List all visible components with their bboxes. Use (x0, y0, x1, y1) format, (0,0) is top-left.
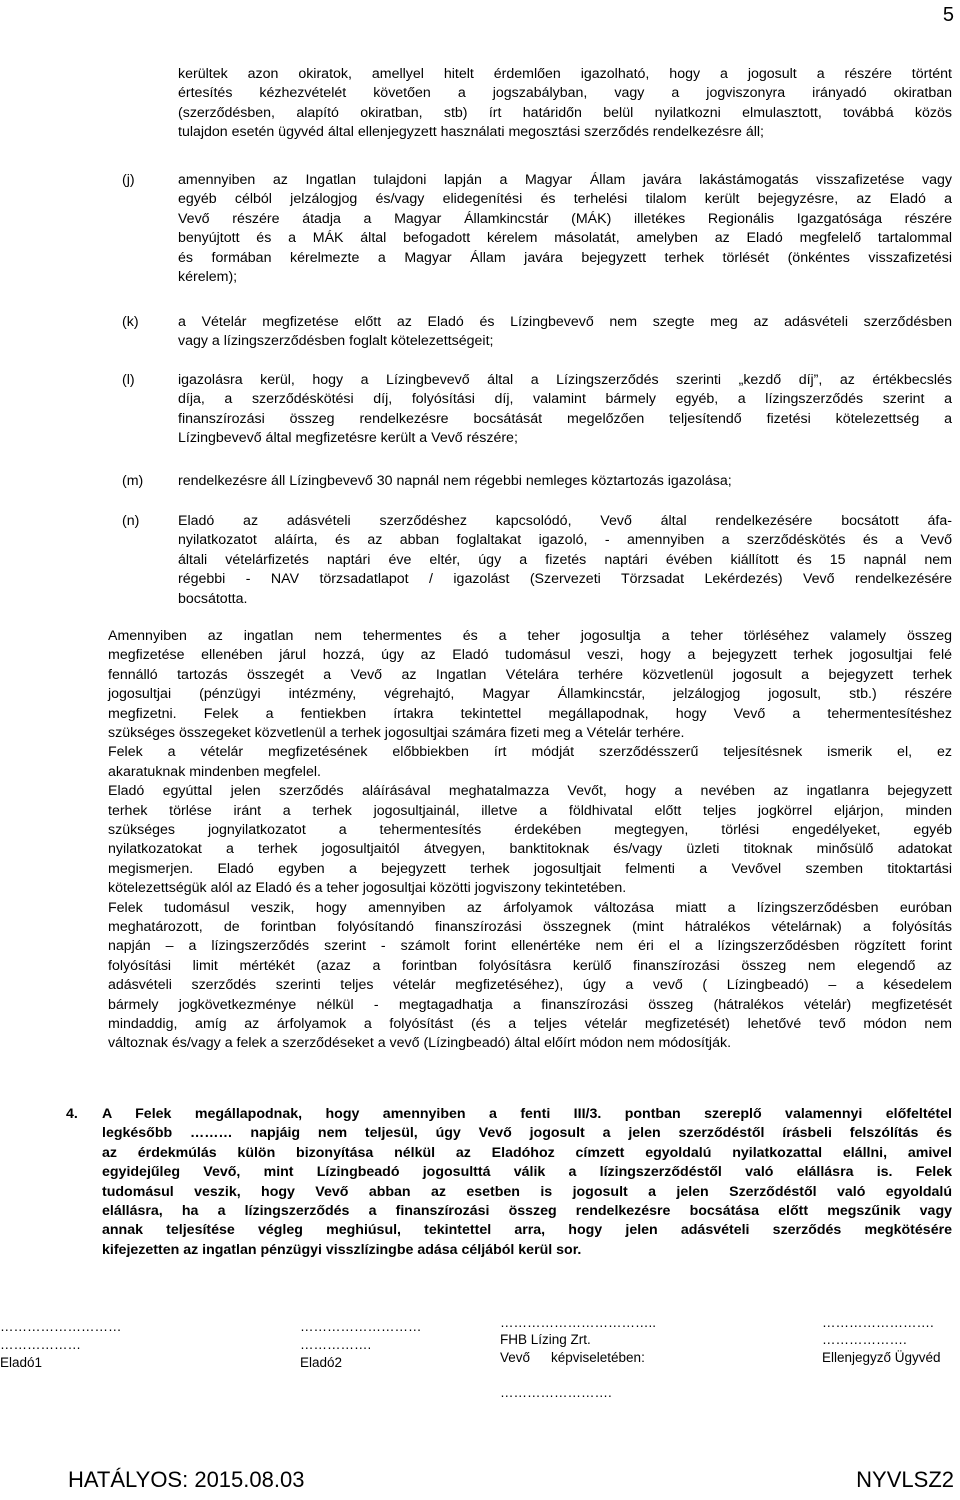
list-item-line: bocsátotta. (178, 590, 248, 607)
list-item-label: (m) (122, 473, 144, 489)
seller2-signature-line: ……………………… (300, 1319, 422, 1334)
paragraph-line: mindaddig, amíg az árfolyamok a folyósítást (és a teljes vételár megfizetését) lehetővé tevő módon nem (108, 1016, 952, 1032)
paragraph-line: szükséges jognyilatkozatot a tehermentesítés érdekében megtegyen, törlési engedélyeket, egyéb (108, 822, 952, 838)
paragraph-line: bármely jogkövetkezménye nélkül - megtagadhatja a finanszírozási összeg (hátralékos vételár) megfizetését (108, 996, 952, 1013)
list-item-line: Vevő részére átadja a Magyar Államkincstár (MÁK) illetékes Regionális Igazgatósága részére (178, 210, 952, 227)
list-item-line: nyilatkozatot aláírta, és az abban foglaltakat igazoló, - amennyiben a szerződéskötés és a Vevő (178, 532, 952, 549)
list-item-label: (l) (122, 372, 135, 388)
paragraph-line: szükséges összegeket közvetlenül a terhek jogosultjai számára fizeti meg a Vételár terhére. (108, 725, 685, 741)
list-item-line: díja, a szerződéskötési díj, folyósítási díj, valamint bármely egyéb, a lízingszerződés szerint a (178, 391, 952, 408)
paragraph-line: Amennyiben az ingatlan nem tehermentes és a teher jogosultja a teher törléséhez valamely összeg (108, 628, 952, 644)
list-item-line: régebbi - NAV törzsadatlapot / igazolást (Szervezeti Törzsadat Lekérdezés) Vevő rendelkezésére (178, 571, 952, 588)
lawyer-signature-line: ……………………. (822, 1315, 934, 1330)
paragraph-line: akaratuknak mindenben megfelel. (108, 763, 321, 780)
list-item-line: általi vételárfizetés naptári éve eltér, úgy a fizetés naptári évében kiállított és 15 napnál nem (178, 551, 952, 568)
lawyer-label: Ellenjegyző Ügyvéd (822, 1350, 941, 1365)
list-item-line: egyéb célból jelzálogjog és/vagy elidegenítési és terhelési tilalom került bejegyzésre, az Eladó a (178, 191, 952, 208)
buyer-company: FHB Lízing Zrt. (500, 1332, 591, 1347)
lawyer-signature-line-2: ………………. (822, 1332, 907, 1347)
paragraph-line: folyósítási limit mértékét (azaz a forintban folyósításra kerülő finanszírozási összeg nem elegendő az (108, 957, 952, 974)
buyer-signature-line: …………………………….. (500, 1315, 657, 1330)
list-item-line: Lízingbevevő által megfizetésre került a Vevő részére; (178, 430, 518, 447)
paragraph-line: megfizetése ellenében járul hozzá, úgy az Eladó tudomásul veszi, hogy a bejegyzett terhek jogosultjai felé (108, 647, 952, 664)
paragraph-line: nyilatkozatokat a terhek jogosultjaitól átvegyen, banktitoknak és/vagy üzleti titoknak minősülő adatokat (108, 841, 952, 858)
section-line: kifejezetten az ingatlan pénzügyi visszlízingbe adása céljából kerül sor. (102, 1241, 582, 1258)
list-item-line: finanszírozási összeg rendelkezésre bocsátását megelőzően teljesítendő fizetési kötelezettség a (178, 410, 952, 427)
list-item-line: amennyiben az Ingatlan tulajdoni lapján a Magyar Állam javára lakástámogatás visszafizetése vagy (178, 172, 952, 188)
section-line: elállásra, ha a lízingszerződés a finanszírozási összeg rendelkezésre bocsátása előtt megszűnik vagy (102, 1203, 952, 1219)
list-item-line: benyújtott és a MÁK által befogadott kérelem másolatát, amelyben az Eladó megfelelő tartalommal (178, 230, 952, 247)
section-number: 4. (66, 1106, 78, 1122)
section-line: egyidejűleg Vevő, mint Lízingbeadó jogosulttá válik a lízingszerződéstől való elállásra is. Felek (102, 1164, 952, 1181)
paragraph-line: Felek a vételár megfizetésének előbbiekben írt módját szerződésszerű teljesítésnek ismerik el, ez (108, 744, 952, 761)
paragraph-line: kerültek azon okiratok, amellyel hitelt érdemlően igazolható, hogy a jogosult a részére történt (178, 66, 952, 82)
paragraph-line: meghatározott, de forintban folyósítandó finanszírozási összegnek (mint hátralékos vételárnak) a folyósítás (108, 919, 952, 935)
paragraph-line: adásvételi szerződés szerinti teljes vételár megfizetéséhez), úgy a vevő ( Lízingbeadó) – a késedelem (108, 977, 952, 994)
paragraph-line: értesítés kézhezvételét követően a jogszabályban, vagy a jogviszonyra irányadó okiratban (178, 85, 952, 102)
paragraph-line: Felek tudomásul veszik, hogy amennyiben az árfolyamok változása miatt a lízingszerződésben euróban (108, 899, 952, 916)
paragraph-line: Eladó egyúttal jelen szerződés aláírásával meghatalmazza Vevőt, hogy a nevében az ingatlanra bejegyzett (108, 783, 952, 800)
page-number: 5 (942, 4, 954, 26)
list-item-line: rendelkezésre áll Lízingbevevő 30 napnál nem régebbi nemleges köztartozás igazolása; (178, 473, 732, 489)
buyer-label: Vevő (500, 1350, 531, 1365)
list-item-line: kérelem); (178, 269, 238, 285)
seller2-label: Eladó2 (300, 1355, 343, 1370)
list-item-line: vagy a lízingszerződésben foglalt kötelezettségeit; (178, 333, 494, 350)
section-line: legkésőbb ……… napjáig nem teljesül, úgy Vevő jogosult a jelen szerződéstől írásbeli felszólítás és (102, 1125, 952, 1142)
list-item-label: (n) (122, 513, 140, 529)
list-item-line: és formában kérelmezte a Magyar Állam javára bejegyzett terhek törlését (önkéntes visszafizetési (178, 249, 952, 266)
section-line: annak teljesítése végleg meghiúsul, tekintettel arra, hogy jelen adásvételi szerződés megkötésére (102, 1222, 952, 1239)
section-line: A Felek megállapodnak, hogy amennyiben a fenti III/3. pontban szereplő valamennyi előfeltétel (102, 1106, 952, 1122)
seller1-signature-line-2: ……………… (0, 1337, 81, 1352)
paragraph-line: terhek törlése iránt a terhek jogosultjainál, illetve a földhivatal előtt teljes jogkörrel eljárjon, minden (108, 802, 952, 819)
list-item-line: a Vételár megfizetése előtt az Eladó és Lízingbevevő nem szegte meg az adásvételi szerződésben (178, 314, 952, 330)
paragraph-line: megfizetni. Felek a fentiekben írtakra tekintettel megállapodnak, hogy Vevő a tehermentesítéshez (108, 705, 952, 722)
buyer-representative-label: képviseletében: (551, 1350, 645, 1365)
paragraph-line: megismerjen. Eladó egyben a bejegyzett terhek jogosultjait felmenti a Vevővel szemben titoktartási (108, 860, 952, 877)
buyer-signature-line-2: ……………………. (500, 1385, 612, 1400)
paragraph-line: jogosultjai (pénzügyi intézmény, végrehajtó, Magyar Államkincstár, jelzálogjog jogosult, stb.) részére (108, 686, 952, 703)
footer-effective-date: HATÁLYOS: 2015.08.03 (68, 1467, 305, 1492)
seller2-signature-line-2: ……………. (300, 1337, 372, 1352)
paragraph-line: tulajdon esetén ügyvéd által ellenjegyzett használati megosztási szerződés rendelkezésre áll; (178, 124, 764, 141)
paragraph-line: fennálló tartozás összegét a Vevő az Ingatlan Vételára terhére közvetlenül jogosult a bejegyzett terhek (108, 666, 952, 683)
list-item-label: (k) (122, 314, 139, 330)
paragraph-line: változnak és/vagy a felek a szerződéseket a vevő (Lízingbeadó) által előírt módon nem módosítják. (108, 1035, 732, 1052)
seller1-signature-line: ……………………… (0, 1319, 122, 1334)
section-line: az érdekmúlás külön bizonyítása nélkül az Eladóhoz címzett egyoldalú nyilatkozattal elállni, amivel (102, 1144, 952, 1161)
paragraph-line: (szerződésben, alapító okiratban, stb) írt határidőn belül nyilatkozni elmulasztott, továbbá közös (178, 104, 952, 121)
paragraph-line: kötelezettségük alól az Eladó és a teher jogosultjai közötti jogviszony tekintetében. (108, 880, 627, 897)
section-line: tudomásul veszik, hogy Vevő abban az esetben is jogosult a jelen Szerződéstől való egyoldalú (102, 1183, 952, 1200)
footer-document-code: NYVLSZ2 (856, 1467, 954, 1492)
list-item-line: Eladó az adásvételi szerződéshez kapcsolódó, Vevő által rendelkezésére bocsátott áfa- (178, 513, 952, 529)
paragraph-line: napján – a lízingszerződés szerint - számolt forint ellenértéke nem éri el a lízingszerződésben rögzített forint (108, 938, 952, 955)
seller1-label: Eladó1 (0, 1355, 43, 1370)
list-item-label: (j) (122, 172, 135, 188)
list-item-line: igazolásra kerül, hogy a Lízingbevevő által a Lízingszerződés szerinti „kezdő díj”, az értékbecslés (178, 372, 952, 388)
